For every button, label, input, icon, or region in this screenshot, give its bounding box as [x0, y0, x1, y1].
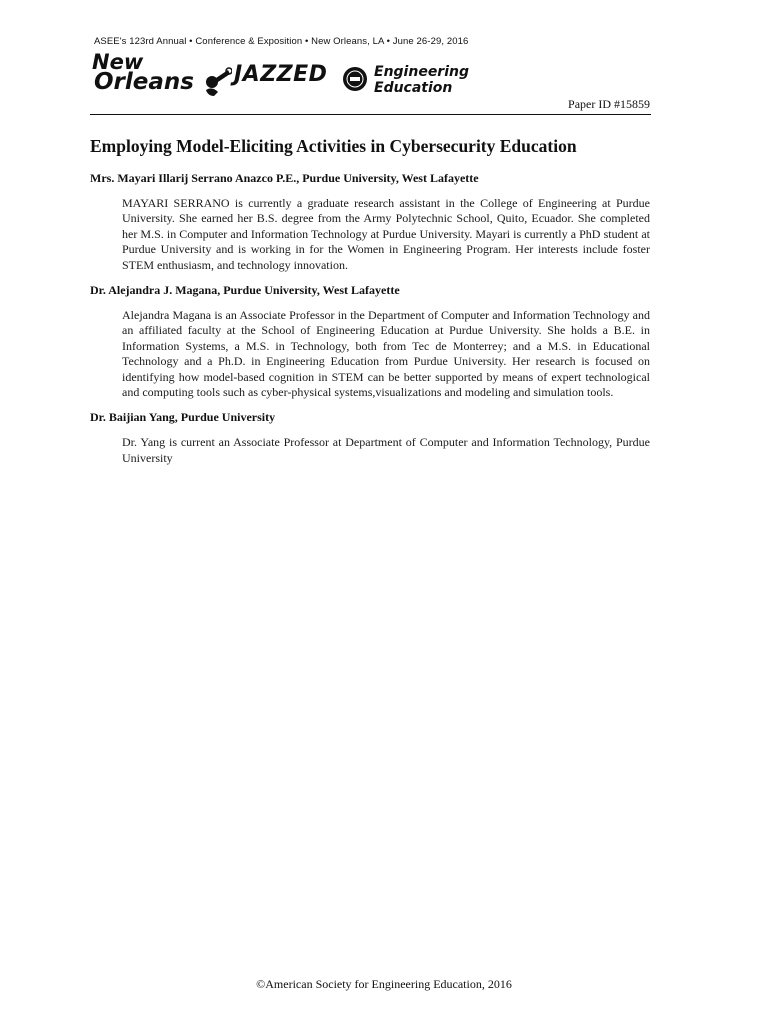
conference-logo	[92, 52, 492, 104]
conference-line: ASEE's 123rd Annual • Conference & Exposition • New Orleans, LA • June 26-29, 2016	[94, 36, 469, 47]
logo-education: Education	[374, 80, 453, 96]
logo-city-line2: Orleans	[94, 69, 194, 95]
copyright-footer: ©American Society for Engineering Education, 2016	[256, 977, 512, 991]
header-divider	[90, 114, 651, 115]
logo-city-line1: New	[92, 50, 144, 74]
paper-id: Paper ID #15859	[568, 97, 650, 111]
author-name: Dr. Baijian Yang, Purdue University	[90, 410, 276, 425]
logo-city	[92, 50, 212, 95]
author-bio: Dr. Yang is current an Associate Professor at Department of Computer and Information Technology, Purdue University	[122, 435, 650, 465]
trumpet-player-icon	[202, 66, 232, 98]
author-bio: MAYARI SERRANO is currently a graduate research assistant in the College of Engineering at Purdue University. She earned her B.S. degree from the Army Polytechnic School, Quito, Ecuador. She completed her M.S. in Computer and Information Technology at Purdue University. Mayari is currently a PhD student at Purdue University and is working in for the Women in Engineering Program. Her interests include foster STEM enthusiasm, and technology innovation.	[122, 196, 650, 272]
asee-seal-icon	[342, 66, 368, 92]
author-bio: Alejandra Magana is an Associate Professor in the Department of Computer and Information Technology and an affiliated faculty at the School of Engineering Education at Purdue University. She holds a B.E. in Information Systems, a M.S. in Technology, both from Tec de Monterrey; and a M.S. in Educational Technology and a Ph.D. in Engineering Education from Purdue University. Her research is focused on identifying how model-based cognition in STEM can be better supported by means of expert technological and computing tools such as cyber-physical systems,visualizations and modeling and simulation tools.	[122, 308, 650, 400]
author-name: Dr. Alejandra J. Magana, Purdue University, West Lafayette	[90, 283, 400, 298]
paper-title: Employing Model-Eliciting Activities in Cybersecurity Education	[90, 136, 577, 156]
logo-engineering: Engineering	[374, 64, 469, 80]
logo-jazzed: JAZZED	[234, 62, 328, 87]
paper-content	[90, 136, 650, 476]
logo-engineering-education	[374, 64, 469, 96]
author-name: Mrs. Mayari Illarij Serrano Anazco P.E., Purdue University, West Lafayette	[90, 171, 479, 185]
